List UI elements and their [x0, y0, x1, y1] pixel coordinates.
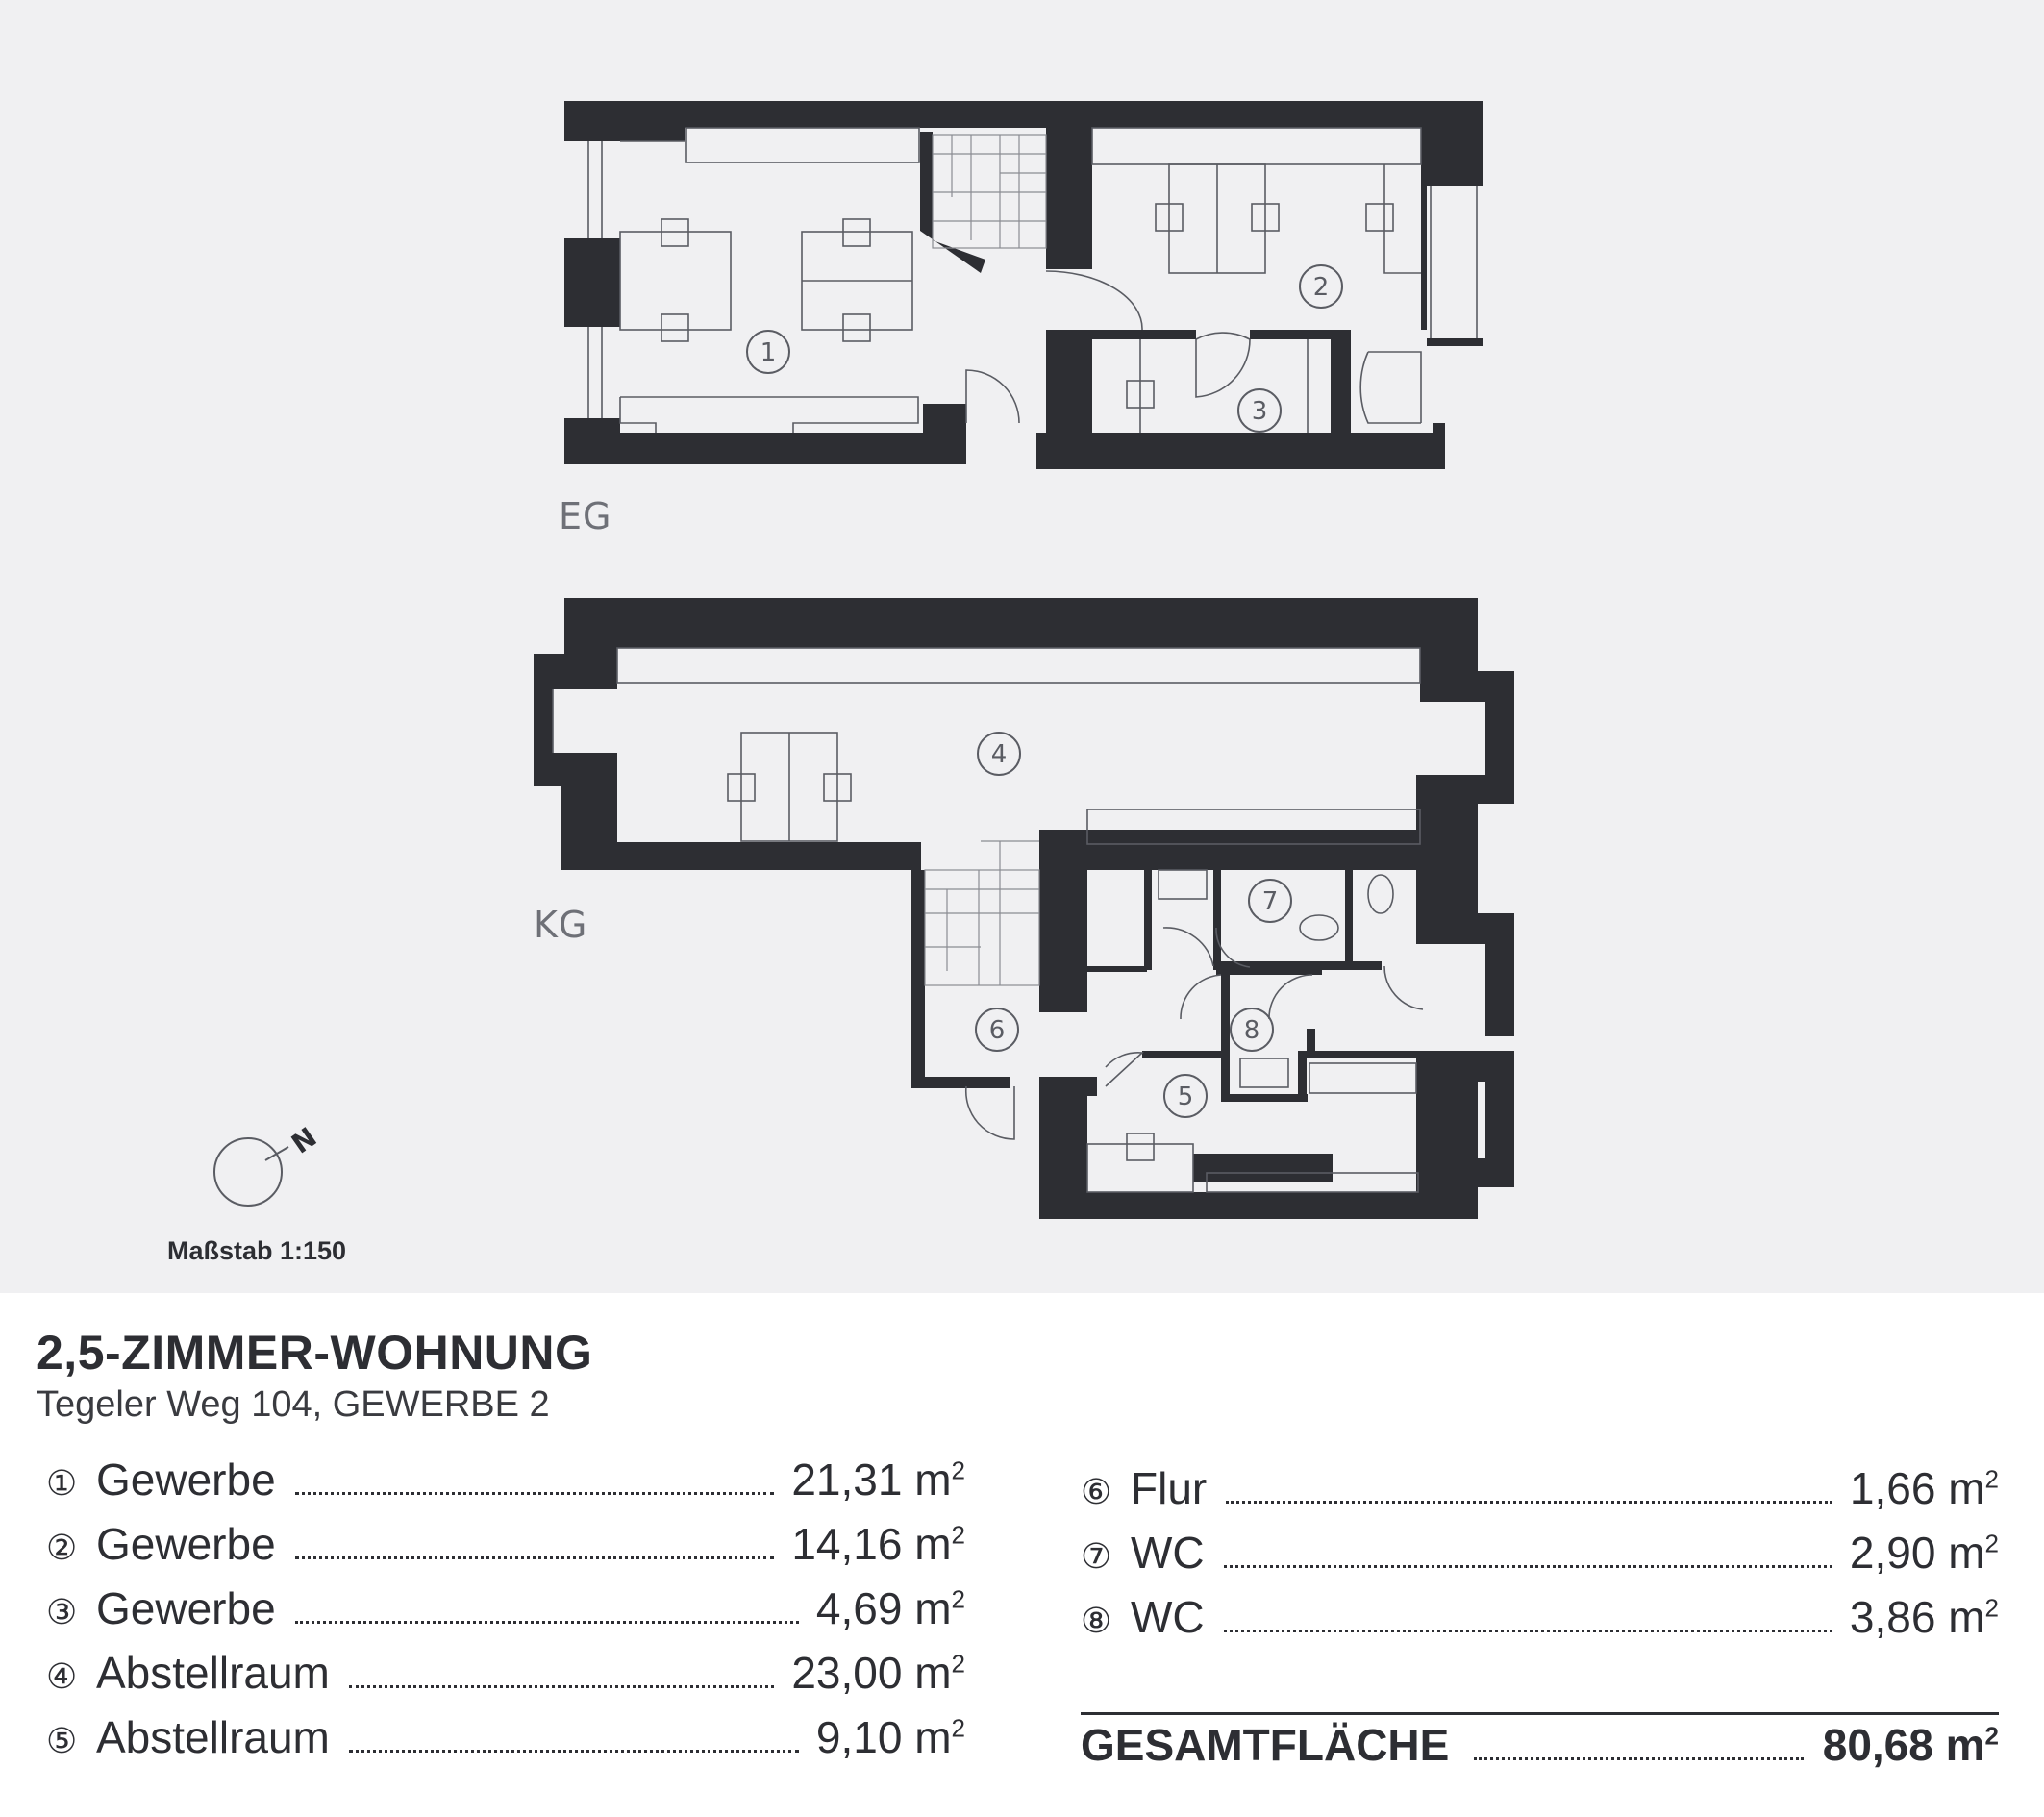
- kg-walls: [534, 598, 1514, 1219]
- svg-text:6: 6: [988, 1016, 1006, 1045]
- kg-fixtures: [553, 648, 1423, 1192]
- room-marker-8: [1231, 1008, 1273, 1051]
- room-marker-2: [1300, 265, 1342, 308]
- total-area-row: [1081, 1719, 1999, 1780]
- room-marker-1: [747, 331, 789, 373]
- room-row-6: ⑥ Flur 1,66 $m^2$: [1081, 1463, 1999, 1513]
- room-marker-6: [976, 1008, 1018, 1051]
- svg-text:1: 1: [760, 338, 777, 367]
- svg-text:2: 2: [1312, 273, 1330, 302]
- compass-north-label: N: [286, 1121, 323, 1160]
- room-marker-4: [978, 733, 1020, 775]
- floor-label-eg: EG: [559, 495, 612, 537]
- floor-label-kg: KG: [534, 904, 588, 946]
- eg-walls: [564, 101, 1483, 469]
- total-divider: [1081, 1712, 1999, 1715]
- unit-title: 2,5-ZIMMER-WOHNUNG: [37, 1326, 593, 1380]
- scale-label: Maßstab 1:150: [167, 1236, 347, 1265]
- room-row-2: ② Gewerbe 14,16 $m^2$: [46, 1519, 965, 1569]
- unit-subtitle: Tegeler Weg 104, GEWERBE 2: [37, 1384, 550, 1425]
- room-marker-7: [1249, 880, 1291, 922]
- svg-text:4: 4: [990, 740, 1008, 769]
- compass-icon: [214, 1121, 322, 1206]
- room-row-3: ③ Gewerbe 4,69 $m^2$: [46, 1583, 965, 1633]
- total-value: 80,68 $m^2$: [1822, 1720, 1999, 1770]
- room-marker-5: [1164, 1075, 1207, 1117]
- svg-text:8: 8: [1243, 1016, 1260, 1045]
- room-row-5: ⑤ Abstellraum 9,10 $m^2$: [46, 1712, 965, 1762]
- svg-text:5: 5: [1177, 1083, 1194, 1111]
- room-row-8: ⑧ WC 3,86 $m^2$: [1081, 1592, 1999, 1642]
- room-row-1: ① Gewerbe 21,31 $m^2$: [46, 1455, 965, 1505]
- room-marker-3: [1238, 389, 1281, 432]
- room-row-4: ④ Abstellraum 23,00 $m^2$: [46, 1648, 965, 1698]
- room-row-7: ⑦ WC 2,90 $m^2$: [1081, 1528, 1999, 1578]
- svg-text:7: 7: [1261, 887, 1279, 916]
- total-label: GESAMTFLÄCHE: [1081, 1720, 1450, 1770]
- svg-text:3: 3: [1251, 397, 1268, 426]
